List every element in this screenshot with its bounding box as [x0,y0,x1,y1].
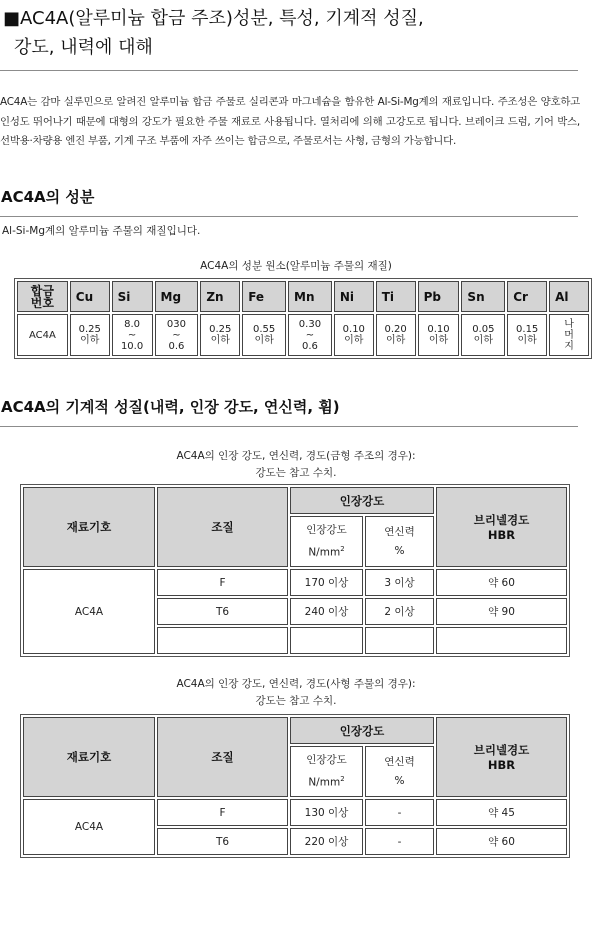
header-tensile-strength: 인장강도 $N/mm^2$ [290,746,363,797]
element-value-cell [288,314,332,356]
element-value-line: 이하 [517,335,537,346]
header-elongation: 연신력 % [365,746,434,797]
element-value-line: 0.20 [384,324,407,335]
element-value-line: 이하 [428,335,449,346]
element-value-line: ~ [127,329,137,341]
header-element-zn: Zn [200,281,240,312]
element-value-line: 0.30 [298,318,322,330]
tensile-cell: 220 이상 [290,828,363,855]
header-temper: 조질 [157,717,288,797]
element-value-cell [242,314,286,356]
element-value-line: 이하 [210,335,230,346]
composition-header-row [17,281,589,312]
header-element-al: Al [549,281,589,312]
table-row [23,569,567,596]
header-hardness: 브리넬경도 HBR [436,717,567,797]
header-element-si: Si [112,281,153,312]
header-tensile-strength: 인장강도 $N/mm^2$ [290,516,363,567]
composition-row [17,314,589,356]
header-element-sn: Sn [461,281,505,312]
element-value-line: 0.25 [209,324,232,335]
section-heading-composition: AC4A의 성분 [1,188,95,206]
intro-paragraph: AC4A는 감마 실루민으로 알려진 알루미늄 합금 주물로 실리콘과 마그네슘을 함유한 Al-Si-Mg계의 재료입니다. 주조성은 양호하고 인성도 뛰어나기 때문에 대형의 강도가 필요한 주물 재료로 사용됩니다. 열처리에 의해 고강도로 됩니다. 브레이크 드럼, 기어 박스, 선박용·차량용 엔진 부품, 기계 구조 부품에 자주 쓰이는 합금으로, 주물로서는 사형, 금형의 가능합니다. [0,96,580,147]
temper-cell: F [157,569,288,596]
element-value-line: 0.6 [301,340,318,352]
element-value-line: 이하 [473,335,493,346]
material-cell: AC4A [23,569,155,654]
table-row [23,799,567,826]
header-tensile-group: 인장강도 [290,487,434,514]
header-elongation: 연신력 % [365,516,434,567]
element-value-cell [200,314,240,356]
element-value-line: 이하 [80,335,100,346]
header-material: 재료기호 [23,487,155,567]
hardness-cell [436,627,567,654]
header-tensile-group: 인장강도 [290,717,434,744]
header-element-ni: Ni [334,281,374,312]
tensile-cell: 170 이상 [290,569,363,596]
element-value-line: 머 [564,329,574,341]
header-alloy-number: 합금 번호 [17,281,68,312]
element-value-cell [70,314,110,356]
element-value-line: 지 [564,340,574,352]
element-value-line: 8.0 [124,318,141,330]
element-value-line: 이하 [344,335,364,346]
element-value-line: 0.25 [78,324,101,335]
element-value-line: 030 [166,318,186,330]
temper-cell [157,627,288,654]
element-value-line: 0.05 [472,324,495,335]
composition-table [14,278,592,359]
section1-divider [0,216,578,217]
element-value-line: ~ [305,329,315,341]
hardness-cell: 약 45 [436,799,567,826]
header-element-cr: Cr [507,281,547,312]
element-value-cell [155,314,199,356]
mechanical-table-sand [20,714,570,858]
header-element-mg: Mg [155,281,199,312]
element-value-line: 이하 [385,335,406,346]
header-element-mn: Mn [288,281,332,312]
element-value-line: 0.15 [516,324,539,335]
element-value-cell [507,314,547,356]
tensile-cell: 240 이상 [290,598,363,625]
hardness-cell: 약 60 [436,569,567,596]
section2-divider [0,426,578,427]
tensile-cell: 130 이상 [290,799,363,826]
composition-subtext: Al-Si-Mg계의 알루미늄 주물의 재질입니다. [2,225,201,237]
title-divider [0,70,578,71]
header-hardness: 브리넬경도 HBR [436,487,567,567]
mechanical-table-mold [20,484,570,657]
header-element-fe: Fe [242,281,286,312]
element-value-cell [418,314,460,356]
elongation-cell: - [365,828,434,855]
material-cell: AC4A [23,799,155,855]
element-value-line: 0.6 [168,340,185,352]
elongation-cell [365,627,434,654]
mold-table-caption: AC4A의 인장 강도, 연신력, 경도(금형 주조의 경우): 강도는 참고 수치. [176,450,416,479]
sand-header-row-1 [23,717,567,744]
page-title [3,4,583,62]
element-value-cell [334,314,374,356]
element-value-line: 0.10 [427,324,450,335]
header-element-ti: Ti [376,281,416,312]
element-value-line: 0.10 [342,324,365,335]
temper-cell: T6 [157,598,288,625]
element-value-line: ~ [172,329,181,341]
element-value-line: 0.55 [252,324,276,335]
sand-table-caption: AC4A의 인장 강도, 연신력, 경도(사형 주물의 경우): 강도는 참고 수치. [176,678,416,707]
element-value-cell [461,314,505,356]
temper-cell: T6 [157,828,288,855]
page-title-line1: ■AC4A(알루미늄 합금 주조)성분, 특성, 기계적 성질, [3,8,424,29]
elongation-cell: 2 이상 [365,598,434,625]
element-value-line: 나 [564,318,574,330]
composition-table-caption: AC4A의 성분 원소(알루미늄 주물의 재질) [200,260,392,272]
hardness-cell: 약 90 [436,598,567,625]
element-value-cell [376,314,416,356]
alloy-name-cell: AC4A [17,314,68,356]
title-bullet-icon: ■ [3,8,21,29]
hardness-cell: 약 60 [436,828,567,855]
section-heading-mechanical: AC4A의 기계적 성질(내력, 인장 강도, 연신력, 휨) [1,398,340,416]
element-value-line: 10.0 [120,340,144,352]
mold-header-row-1 [23,487,567,514]
elongation-cell: 3 이상 [365,569,434,596]
page-title-line2: 강도, 내력에 대해 [14,37,153,58]
element-value-cell [112,314,153,356]
elongation-cell: - [365,799,434,826]
header-element-pb: Pb [418,281,460,312]
element-value-cell [549,314,589,356]
header-material: 재료기호 [23,717,155,797]
temper-cell: F [157,799,288,826]
header-element-cu: Cu [70,281,110,312]
header-temper: 조질 [157,487,288,567]
element-value-line: 이하 [254,335,274,346]
tensile-cell [290,627,363,654]
